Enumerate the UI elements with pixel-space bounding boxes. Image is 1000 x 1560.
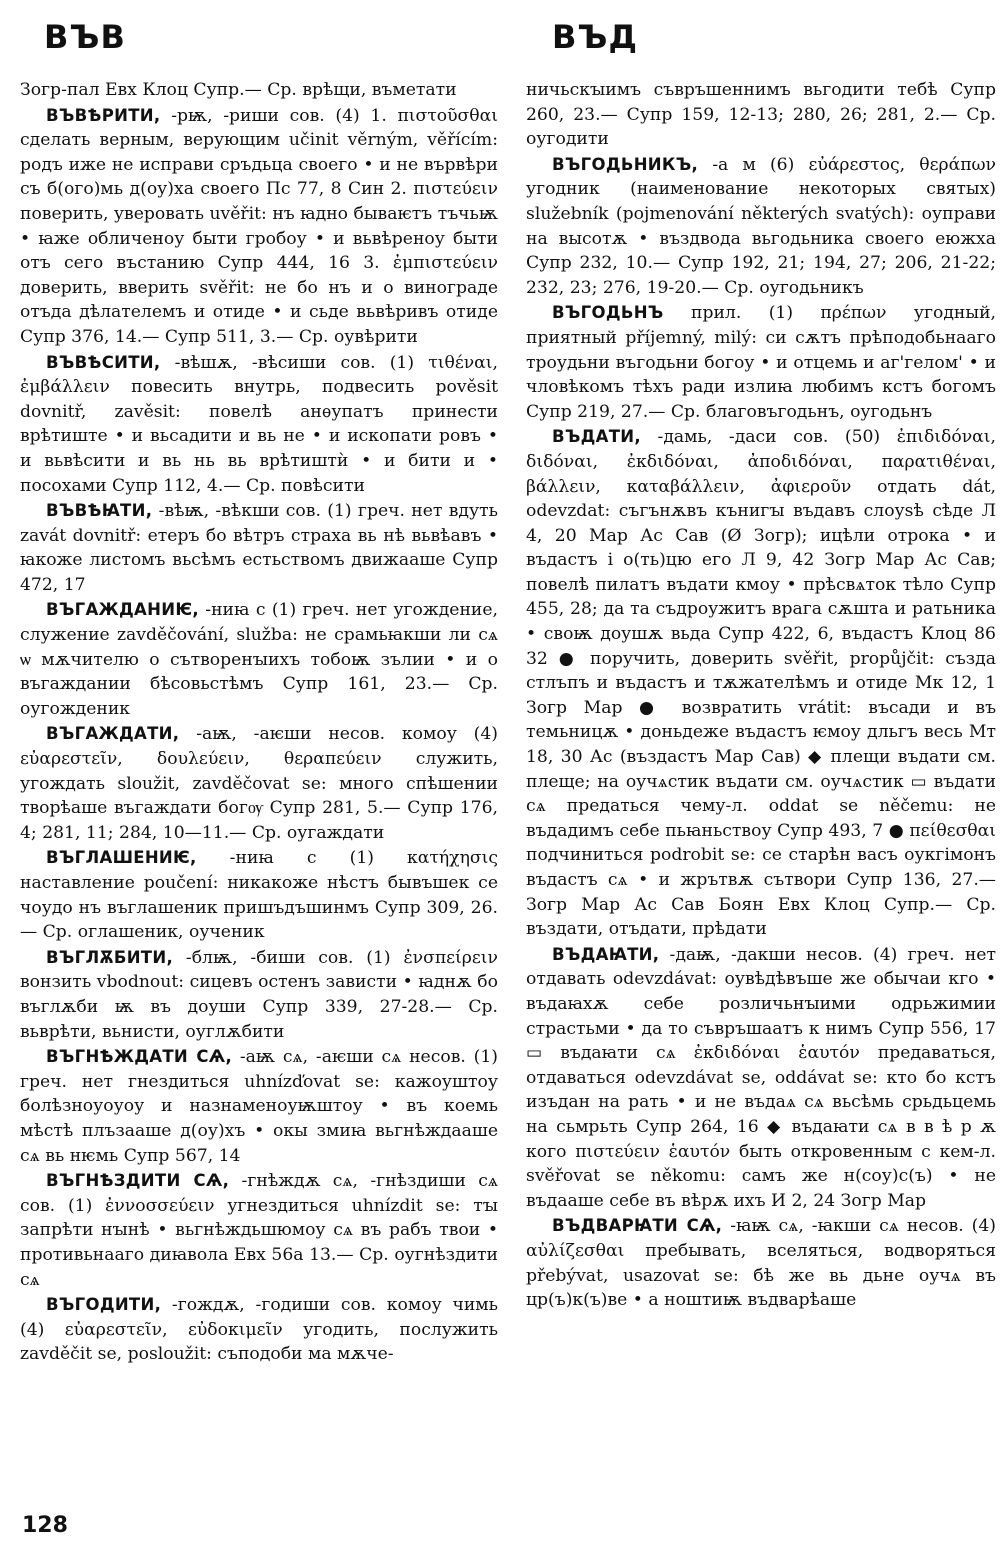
running-head-right: ВЪД <box>552 18 638 56</box>
entry-text: -рѭ, -риши сов. (4) 1. πιστοῦσθαι сделать верным, верующим učinit věrným, věřícím: родъ иже не исправи сръдьца своего • и не вървѣри съ б(ого)мь д(оу)ха своего Пс 77, 8 Син 2. πιστεύειν поверить, уверовать uvěřit: нъ ꙗдно бываѥтъ тъчьѭ • ꙗже обличеноу быти гробоу • и вьвѣреноу быти отъ сего въстанию Супр 444, 16 3. ἐμπιστεύειν доверить, вверить svěřit: не бо нъ и о винограде отъда дѣлателемъ и отиде • и сьде вьвѣривъ отиде Супр 376, 14.— Супр 511, 3.— Ср. оувѣрити <box>20 105 498 347</box>
entry-text: -вѣшѫ, -вѣсиши сов. (1) τιθέναι, ἐμβάλλειν повесить внутрь, подвесить pověsit dovnitř, zavěsit: повелѣ анѳупатъ принести врѣтиште • и вьсадити и вь не • и ископати ровъ • и вьвѣсити и вь нь вь врѣтиштѝ • и бити и • посохами Супр 112, 4.— Ср. повѣсити <box>20 352 498 496</box>
dictionary-entry <box>20 598 498 721</box>
dictionary-entry <box>20 946 498 1044</box>
entry-headword: ВЪГАЖДАТИ, <box>46 724 180 744</box>
entry-headword: ВЪВѢРИТИ, <box>46 105 161 125</box>
entry-headword: ВЪДАꙖТИ, <box>552 944 660 964</box>
entry-headword: ВЪДВАРꙖТИ СѦ, <box>552 1216 723 1236</box>
entry-text: -даѭ, -дакши несов. (4) греч. нет отдавать odevzdávat: оувѣдѣвъше же обычаи кго • въдаꙗхѫ себе розличьнꙑими одрьжимии страстьми • да то съвръшаатъ к нимъ Супр 556, 17 ▭ въдаꙗти сѧ ἐκδιδόναι ἑαυτόν предаваться, отдаваться odevzdávat se, oddávat se: кто бо кстъ изъдан на рать • и не въдаѧ сѧ вьсѣмь срьдьцемь на сьмрьть Супр 264, 16 ◆ въдаꙗти сѧ в в ѣ р ѫ кого πιστεύειν ἑαυτόν быть откровенным с кем-л. svěřovat se někomu: самъ же н(соу)с(ъ) • не въдааше себе въ вѣрѫ ихъ И 2, 24 Зогр Мар <box>526 944 996 1211</box>
entry-text: -дамь, -даси сов. (50) ἐπιδιδόναι, διδόναι, ἐκδιδόναι, ἀποδιδόναι, παρατιθέναι, βάλλειν, καταβάλλειν, ἀφιεροῦν отдать dát, odevzdat: съгънѫвъ кънигꙑ въдавъ слоуѕѣ сѣде Л 4, 20 Мар Ас Сав (Ø Зогр); ицѣли отрока • и въдастъ і о(ть)цю его Л 9, 42 Зогр Мар Ас Сав; повелѣ пилатъ въдати кмоу • прѣсвѧток тѣло Супр 455, 28; да та съдроужитъ врага сѫшта и ратьника • своѭ доушѫ вьда Супр 422, 6, въдастъ Клоц 86 32 ● поручить, доверить svěřit, propůjčit: създа стлъпъ и въдастъ и тѫжателѣмъ и отиде Мк 12, 1 Зогр Мар ● возвратить vrátit: въсади и въ темьницѫ • доньдеже въдастъ ѥмоу дльгъ весь Мт 18, 30 Ас (въздастъ Мар Сав) ◆ плещи въдати см. плеще; на оучѧстик въдати см. оучѧстик ▭ въдати сѧ предаться чему-л. oddat se něčemu: не въдадимъ себе пьꙗньствоу Супр 493, 7 ● πείθεσθαι подчиниться podrobit se: се старѣн васъ оукгімонъ въдастъ сѧ • и жрътвѫ сътвори Супр 136, 27.— Зогр Мар Ас Сав Боян Евх Клоц Супр.— Ср. въздати, отъдати, прѣдати <box>526 427 996 940</box>
entry-text: -а м (6) εὐάρεστος, θεράπων угодник (наименование некоторых святых) služebník (pojmenování některých svatých): оуправи на высотѫ • въздвода вьгодьника своего еюжха Супр 232, 10.— Супр 192, 21; 194, 27; 206, 21-22; 232, 23; 276, 19-20.— Ср. оугодьникъ <box>526 154 996 298</box>
dictionary-entry <box>20 722 498 845</box>
dictionary-entry <box>526 78 996 152</box>
dictionary-entry <box>20 499 498 597</box>
dictionary-entry <box>20 846 498 944</box>
entry-text: -ꙗѭ сѧ, -ꙗкши сѧ несов. (4) αὐλίζεσθαι пребывать, вселяться, водворяться přebývat, usazovat se: бѣ же вь дьне оучѧ въ цр(ъ)к(ъ)ве • а ноштиѭ въдварѣаше <box>526 1216 996 1311</box>
running-head-left: ВЪВ <box>44 18 126 56</box>
right-column <box>526 78 996 1518</box>
dictionary-entry <box>20 351 498 499</box>
dictionary-entry <box>526 1214 996 1312</box>
entry-headword: ВЪГНѢЖДАТИ СѦ, <box>46 1047 233 1067</box>
entry-text: -блѭ, -биши сов. (1) ἐνσπείρειν вонзить vbodnout: сицевъ остенъ зависти • ꙗднѫ бо въглѫби ѭ въ доуши Супр 339, 27-28.— Ср. вьврѣти, вьнисти, оуглѫбити <box>20 947 498 1042</box>
entry-headword: ВЪВѢꙖТИ, <box>46 501 153 521</box>
dictionary-entry <box>20 1045 498 1168</box>
entry-headword: ВЪГЛАШЕНИѤ, <box>46 848 197 868</box>
dictionary-entry <box>20 78 498 103</box>
entry-text: -вѣѭ, -вѣкши сов. (1) греч. нет вдуть zavát dovnitř: етеръ бо вѣтръ страха вь нѣ вьвѣавъ • ꙗкоже листомъ вьсѣмъ естьствомъ движааше Супр 472, 17 <box>20 501 498 595</box>
entry-text: -гнѣждѫ сѧ, -гнѣздиши сѧ сов. (1) ἐννοσσεύειν угнездиться uhnízdit se: тꙑ запрѣти нꙑнѣ • вьгнѣждьшюмоу сѧ въ рабъ твои • противьнааго диꙗвола Евх 56а 13.— Ср. оугнѣздити сѧ <box>20 1171 498 1290</box>
entry-headword: ВЪГНѢЗДИТИ СѦ, <box>46 1171 230 1191</box>
entry-headword: ВЪГОДИТИ, <box>46 1295 162 1315</box>
entry-headword: ВЪГАЖДАНИѤ, <box>46 600 199 620</box>
entry-text: -гождѫ, -годиши сов. комоу чимь (4) εὐαρεστεῖν, εὐδοκιμεῖν угодить, послужить zavděčit se, posloužit: съподоби ма мѫче- <box>20 1295 498 1365</box>
dictionary-entry <box>20 1293 498 1367</box>
entry-text: -ниꙗ с (1) κατήχησις наставление poučení: никакоже нѣстъ бывъшек се чоудо нъ въглашеник пришъдъшинмъ Супр 309, 26.— Ср. оглашеник, оученик <box>20 848 498 943</box>
dictionary-entry <box>526 425 996 941</box>
entry-headword: ВЪВѢСИТИ, <box>46 352 161 372</box>
dictionary-entry <box>526 943 996 1214</box>
left-column <box>20 78 498 1518</box>
entry-headword: ВЪДАТИ, <box>552 427 641 447</box>
dictionary-entry <box>526 153 996 301</box>
entry-headword: ВЪГЛѪБИТИ, <box>46 947 174 967</box>
entry-headword: ВЪГОДЬНЪ <box>552 303 664 323</box>
entry-text: -аѭ сѧ, -аѥши сѧ несов. (1) греч. нет гнездиться uhnízďovat se: кажоуштоу болѣзноуоуоу и назнаменоуѭштоу • въ коемь мѣстѣ плъзааше д(оу)хъ • окы змиꙗ вьгнѣждааше сѧ вь нѥмь Супр 567, 14 <box>20 1047 498 1166</box>
entry-text: -аѭ, -аѥши несов. комоу (4) εὐαρεστεῖν, δουλεύειν, θεραπεύειν служить, угождать sloužit, zavděčovat se: много спѣшении творѣаше въгаждати богѹ Супр 281, 5.— Супр 176, 4; 281, 11; 284, 10—11.— Ср. оугаждати <box>20 724 498 843</box>
entry-text: прил. (1) πρέπων угодный, приятный příjemný, milý: си сѫтъ прѣподобьнааго троудьни въгодьни богоу • и отцемь и аг'гелом' • и чловѣкомъ тѣхъ ради излиꙗ любимъ кстъ богомъ Супр 219, 27.— Ср. благовъгодьнъ, оугодьнъ <box>526 303 996 422</box>
dictionary-entry <box>20 104 498 350</box>
dictionary-entry <box>20 1169 498 1292</box>
entry-text: -ниꙗ с (1) греч. нет угождение, служение zavděčování, služba: не срамьꙗкши ли сѧ ѡ мѫчителю о сътворенꙑихъ тобоѭ зълии • и о въгаждании бѣсовьстѣмъ Супр 161, 23.— Ср. оугожденик <box>20 600 498 719</box>
entry-headword: ВЪГОДЬНИКЪ, <box>552 154 699 174</box>
dictionary-entry <box>526 301 996 424</box>
entry-text: ничьскꙑимъ съвръшеннимъ вьгодити тебѣ Супр 260, 23.— Супр 159, 12-13; 280, 26; 281, 2.— Ср. оугодити <box>526 80 996 150</box>
page-number: 128 <box>22 1513 68 1538</box>
entry-text: Зогр-пал Евх Клоц Супр.— Ср. врѣщи, въметати <box>20 80 457 100</box>
